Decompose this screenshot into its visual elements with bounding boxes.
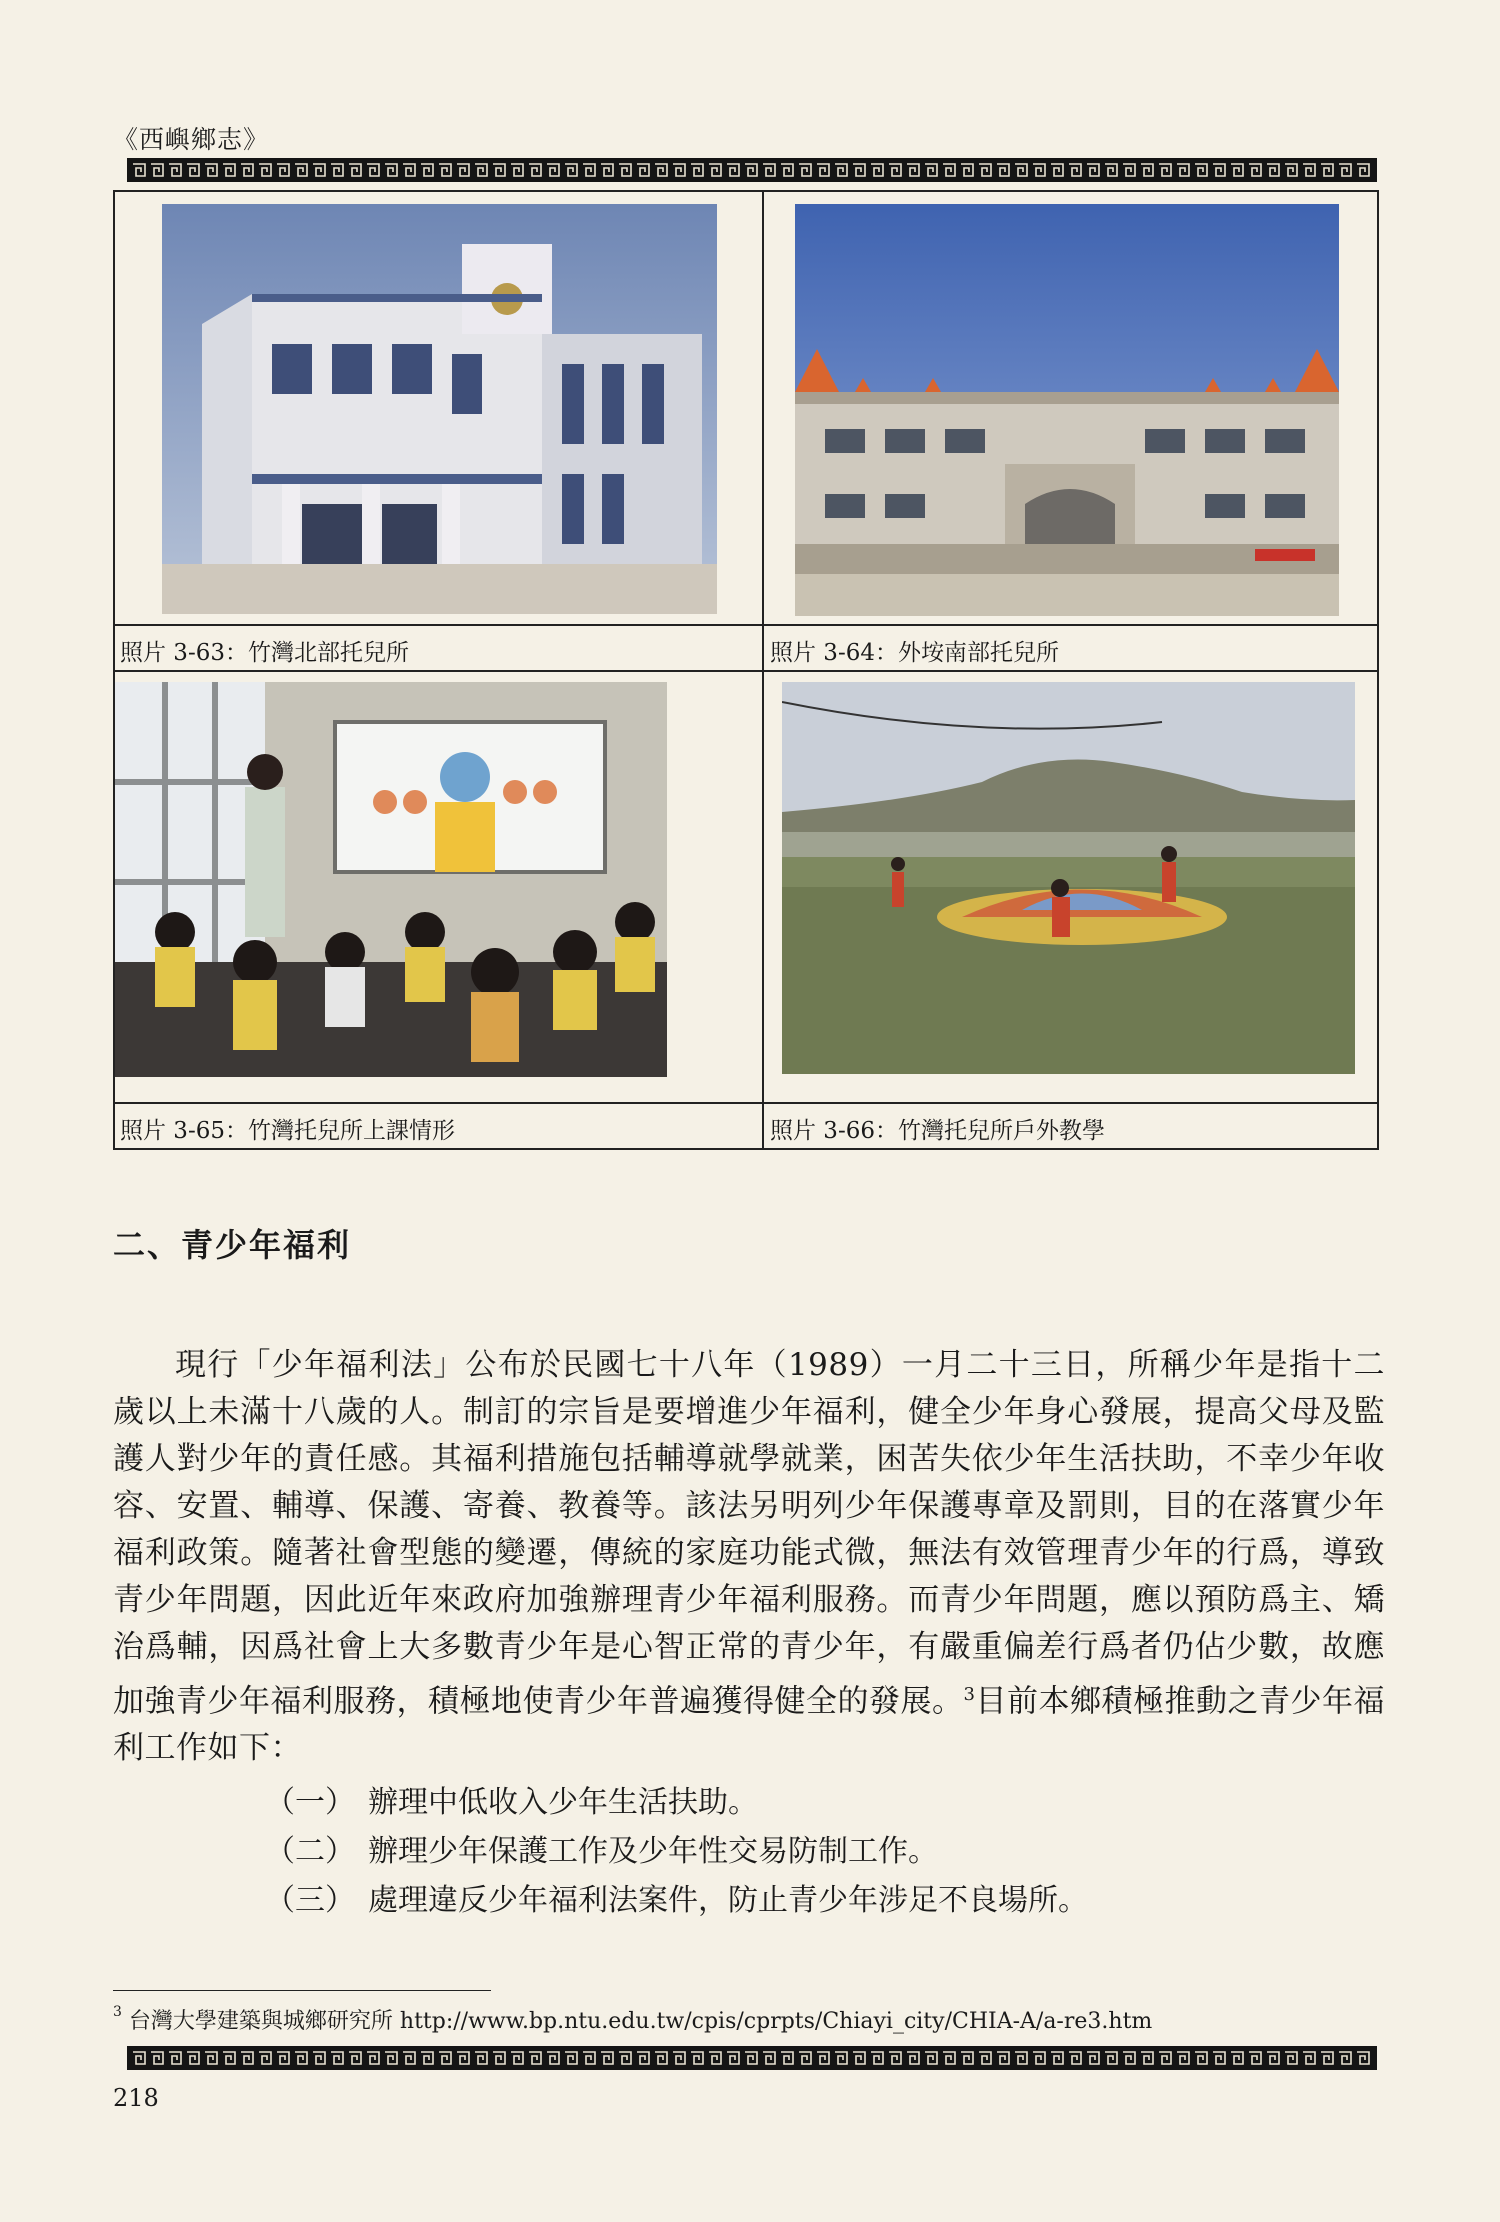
footnote-reference: 3 [963,1684,976,1705]
list-item [265,1778,1088,1827]
photo-caption: 照片 3-66：竹灣托兒所戶外教學 [770,1118,1105,1144]
list-text: 辦理中低收入少年生活扶助。 [368,1785,758,1820]
footnote-rule [113,1990,491,1991]
page-number: 218 [113,2084,159,2112]
photo-caption: 照片 3-63：竹灣北部托兒所 [120,640,409,666]
photo-zhuwan-north-nursery [162,204,717,614]
paragraph-text: 現行「少年福利法」公布於民國七十八年（1989）一月二十三日，所稱少年是指十二歲以上未滿十八歲的人。制訂的宗旨是要增進少年福利，健全少年身心發展，提高父母及監護人對少年的責任感。其福利措施包括輔導就學就業，困苦失依少年生活扶助，不幸少年收容、安置、輔導、保護、寄養、教養等。該法另明列少年保護專章及罰則，目的在落實少年福利政策。隨著社會型態的變遷，傳統的家庭功能式微，無法有效管理青少年的行爲，導致青少年問題，因此近年來政府加強辦理青少年福利服務。而青少年問題，應以預防爲主、矯治爲輔，因爲社會上大多數青少年是心智正常的青少年，有嚴重偏差行爲者仍佔少數，故應加強青少年福利服務，積極地使青少年普遍獲得健全的發展。 [113,1347,1385,1720]
list-number: （一） [265,1785,355,1820]
body-paragraph [113,1342,1385,1772]
grid-divider [115,670,1377,672]
footnote [113,2004,1152,2035]
list-text: 處理違反少年福利法案件，防止青少年涉足不良場所。 [368,1883,1088,1918]
list-item [265,1827,1088,1876]
section-heading: 二、青少年福利 [113,1226,352,1264]
photo-grid [113,190,1379,1150]
list-item [265,1876,1088,1925]
photo-zhuwan-classroom [115,682,667,1077]
paragraph-text: 目前本鄉積極推動之青少年福利工作如下： [113,1683,1385,1767]
top-fret-border [127,158,1377,182]
list-text: 辦理少年保護工作及少年性交易防制工作。 [368,1834,938,1869]
grid-divider [115,624,1377,626]
footnote-marker: 3 [113,2004,122,2020]
list-number: （三） [265,1883,355,1918]
footnote-text: 台灣大學建築與城鄉研究所 http://www.bp.ntu.edu.tw/cpis/cprpts/Chiayi_city/CHIA-A/a-re3.htm [128,2009,1153,2034]
welfare-list [265,1778,1088,1925]
photo-caption: 照片 3-64：外垵南部托兒所 [770,640,1059,666]
bottom-fret-border [127,2046,1377,2070]
photo-caption: 照片 3-65：竹灣托兒所上課情形 [120,1118,455,1144]
photo-waian-south-nursery [795,204,1339,616]
list-number: （二） [265,1834,355,1869]
running-header: 《西嶼鄉志》 [113,125,270,154]
grid-divider [115,1102,1377,1104]
photo-zhuwan-outdoor-class [782,682,1355,1074]
